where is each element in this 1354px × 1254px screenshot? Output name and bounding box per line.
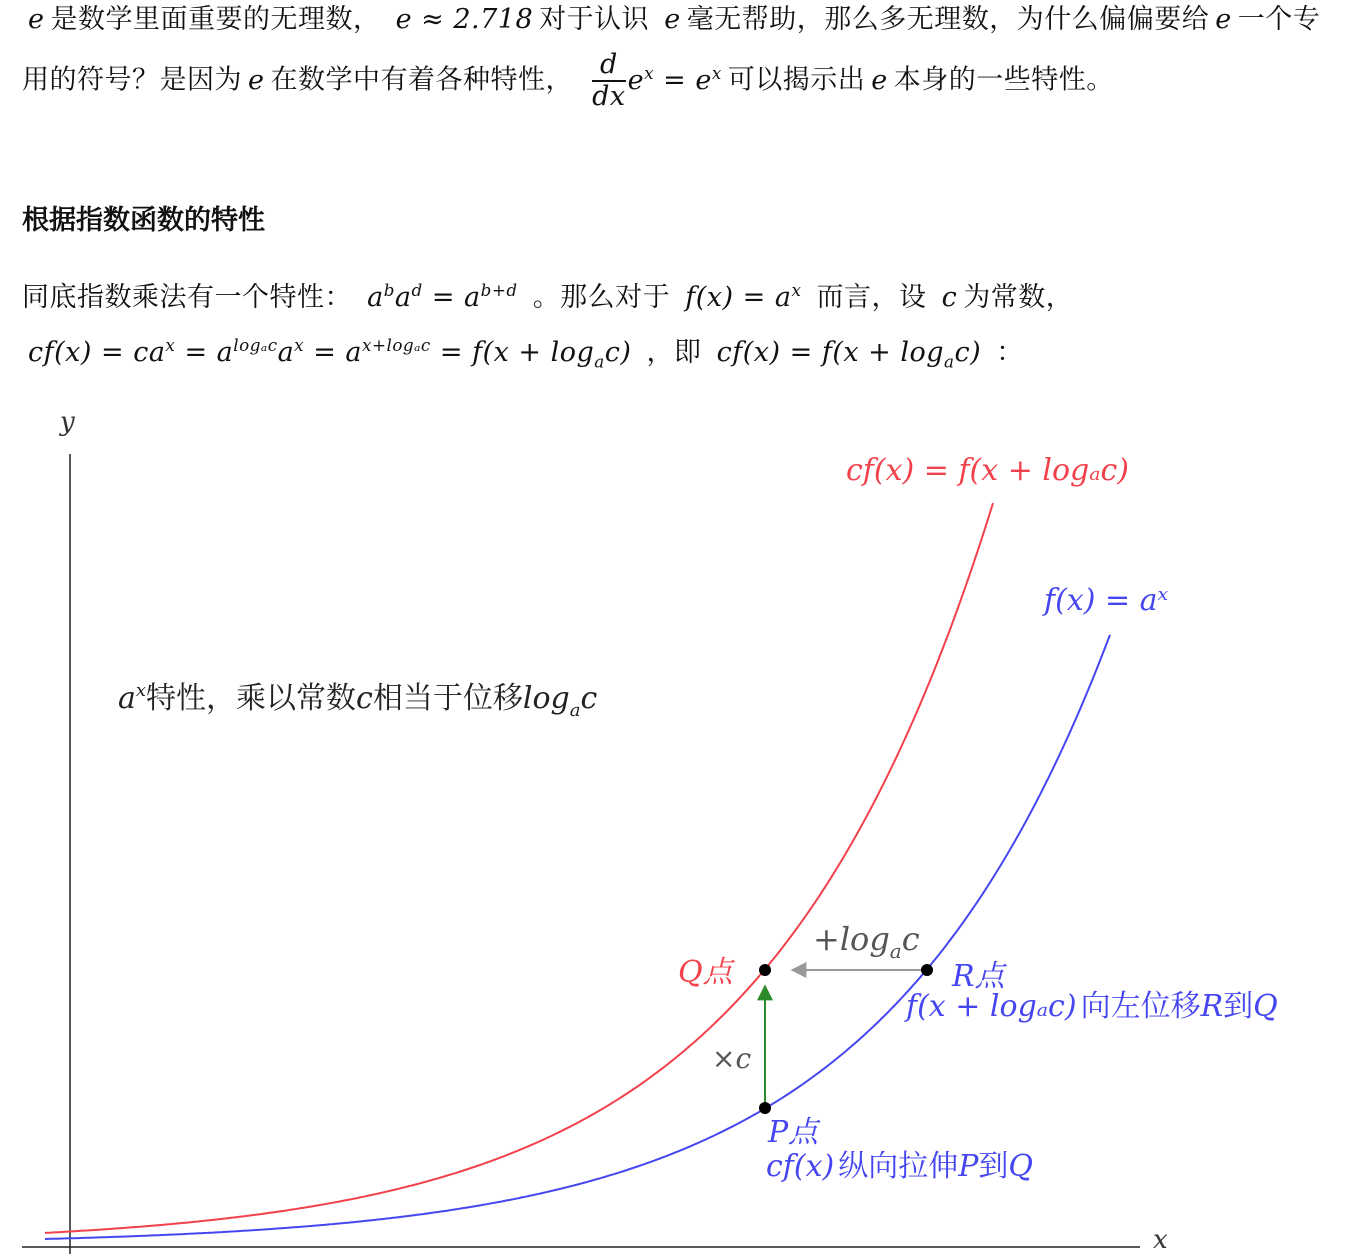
expr: a: [277, 337, 295, 368]
exponent: b+d: [480, 280, 518, 300]
paragraph-2: [22, 270, 1332, 380]
point-q-label: Q点: [678, 955, 733, 990]
math-derivation: [22, 335, 637, 372]
shift-label: [813, 920, 920, 963]
text: 。那么对于: [532, 282, 671, 313]
subscript: a: [569, 700, 581, 721]
text: ，即: [646, 337, 702, 368]
exponent: x: [165, 335, 176, 355]
scale-label: ×c: [712, 1042, 752, 1075]
text: 在数学中有着各种特性，: [270, 64, 573, 96]
math-f-definition: [679, 282, 807, 313]
text: 为常数，: [963, 282, 1074, 313]
p-note: [766, 1149, 1033, 1184]
expr: c): [954, 337, 982, 368]
text: 毫无帮助，那么多无理数，为什么偏偏要给: [686, 4, 1210, 35]
text: 相当于位移: [372, 681, 523, 716]
exponent: b: [383, 280, 395, 300]
text: 可以揭示出: [727, 64, 866, 96]
math-e: e: [871, 64, 888, 96]
red-curve-label: cf(x) = f(x + logₐc): [846, 453, 1130, 488]
exponent: logₐc: [233, 335, 278, 355]
equals: = a: [422, 282, 481, 313]
expr: = a: [304, 337, 363, 368]
figure-annotation: [118, 680, 597, 721]
text: 特性，乘以常数: [146, 681, 357, 716]
exponent: x: [135, 680, 147, 701]
text: 同底指数乘法有一个特性：: [22, 282, 352, 313]
expr: = a: [175, 337, 234, 368]
exponent: x: [791, 280, 802, 300]
red-curve-shifted: [45, 503, 993, 1233]
paragraph-1: [22, 0, 1332, 112]
blue-curve-label: f(x) = aˣ: [1044, 583, 1169, 618]
math-exponent-product: [361, 282, 524, 313]
log: log: [522, 681, 570, 716]
math-c: c: [941, 282, 958, 313]
base: a: [367, 282, 384, 313]
r: R: [1200, 989, 1224, 1024]
y-axis-label: y: [60, 407, 75, 437]
math-e: e: [664, 4, 681, 35]
fraction-denominator: dx: [592, 81, 626, 112]
text: 到: [1223, 989, 1254, 1024]
text: 而言，设: [816, 282, 927, 313]
c: c: [356, 681, 373, 716]
x-axis-label: x: [1153, 1225, 1168, 1254]
base: e: [627, 64, 645, 96]
text: ：: [996, 337, 1024, 368]
expr: cf(x) = ca: [28, 337, 166, 368]
exponent: x+logₐc: [362, 335, 431, 355]
math: f(x + logₐc): [906, 989, 1077, 1024]
r-note: [904, 989, 1278, 1024]
subscript: a: [594, 351, 605, 372]
expr: c): [604, 337, 632, 368]
base: a: [394, 282, 412, 313]
fraction-numerator: d: [592, 50, 626, 82]
math: cf(x): [766, 1149, 835, 1184]
expr: = f(x + log: [430, 337, 595, 368]
point-r-marker: [921, 964, 933, 976]
section-heading: 根据指数函数的特性: [22, 205, 265, 236]
equals: = e: [654, 64, 712, 96]
math-conclusion: [711, 337, 988, 372]
point-p-label: P点: [768, 1115, 819, 1150]
text: 到: [978, 1149, 1009, 1184]
text: 纵向拉伸: [838, 1149, 959, 1184]
base: a: [118, 681, 136, 716]
text: 一个专用的符号？是因为: [22, 4, 1321, 96]
text: 向左位移: [1080, 989, 1201, 1024]
p: P: [958, 1149, 979, 1184]
exponent: x: [711, 62, 722, 83]
text: 对于认识: [539, 4, 650, 35]
exponential-shift-figure: [0, 390, 1354, 1254]
text: +log: [813, 920, 890, 958]
c: c: [901, 920, 920, 958]
point-r-label: R点: [952, 959, 1005, 994]
text: 本身的一些特性。: [893, 64, 1114, 96]
point-q-marker: [759, 964, 771, 976]
point-p-marker: [759, 1102, 771, 1114]
math-e-approx: e ≈ 2.718: [395, 4, 534, 35]
subscript: a: [889, 939, 902, 963]
math-e: e: [248, 64, 265, 96]
expr: cf(x) = f(x + log: [716, 337, 945, 368]
math-e: e: [1215, 4, 1232, 35]
c: c: [580, 681, 598, 716]
derivative-rhs: [627, 62, 728, 96]
q: Q: [1008, 1149, 1034, 1184]
q: Q: [1253, 989, 1278, 1024]
exponent: x: [294, 335, 305, 355]
subscript: a: [944, 351, 955, 372]
exponent: d: [411, 280, 423, 300]
text: 是数学里面重要的无理数，: [50, 4, 381, 35]
expr: f(x) = a: [685, 282, 792, 313]
derivative-fraction: [592, 50, 626, 112]
exponent: x: [644, 62, 655, 83]
math-e: e: [28, 4, 45, 35]
